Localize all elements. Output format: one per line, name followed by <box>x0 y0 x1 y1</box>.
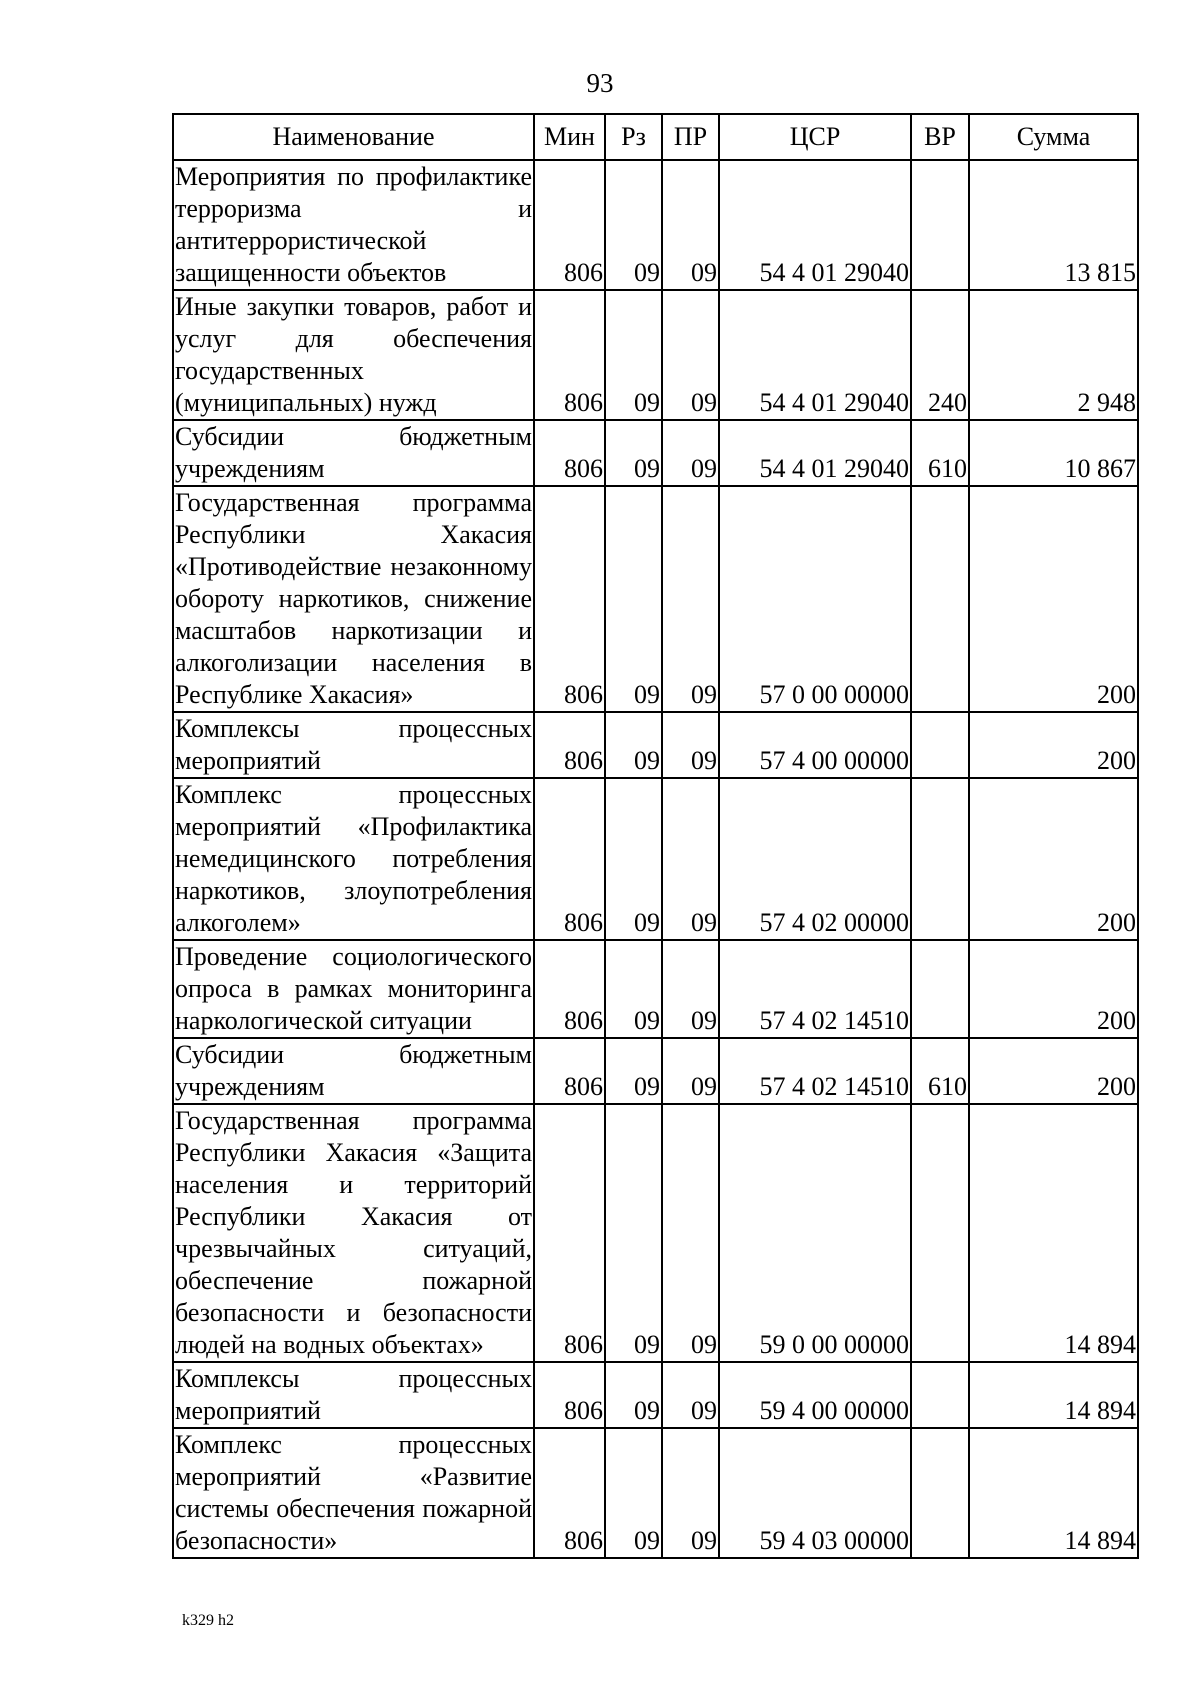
row-sum: 2 948 <box>969 290 1138 420</box>
header-rz: Рз <box>605 114 662 160</box>
table-row <box>173 778 1138 940</box>
row-name: Субсидии бюджетным учреждениям <box>173 420 534 486</box>
table-row <box>173 420 1138 486</box>
row-vr <box>911 712 969 778</box>
header-name: Наименование <box>173 114 534 160</box>
table-header-row <box>173 114 1138 160</box>
row-rz: 09 <box>605 712 662 778</box>
row-vr <box>911 1428 969 1558</box>
row-pr: 09 <box>662 420 719 486</box>
header-pr: ПР <box>662 114 719 160</box>
budget-table <box>172 113 1139 1559</box>
row-name: Субсидии бюджетным учреждениям <box>173 1038 534 1104</box>
row-min: 806 <box>534 1038 605 1104</box>
header-csr: ЦСР <box>719 114 911 160</box>
row-pr: 09 <box>662 486 719 712</box>
row-rz: 09 <box>605 1038 662 1104</box>
row-csr: 57 0 00 00000 <box>719 486 911 712</box>
row-csr: 57 4 02 14510 <box>719 940 911 1038</box>
row-name: Государственная программа Республики Хакасия «Защита населения и территорий Республики Хакасия от чрезвычайных ситуаций, обеспечение пожарной безопасности и безопасности людей на водных объектах» <box>173 1104 534 1362</box>
row-vr: 610 <box>911 420 969 486</box>
header-min: Мин <box>534 114 605 160</box>
row-name: Государственная программа Республики Хакасия «Противодействие незаконному обороту наркотиков, снижение масштабов наркотизации и алкоголизации населения в Республике Хакасия» <box>173 486 534 712</box>
row-csr: 57 4 00 00000 <box>719 712 911 778</box>
row-rz: 09 <box>605 1362 662 1428</box>
table-body <box>173 160 1138 1558</box>
header-vr: ВР <box>911 114 969 160</box>
row-sum: 200 <box>969 778 1138 940</box>
table-row <box>173 1362 1138 1428</box>
page-number: 93 <box>586 68 614 98</box>
row-rz: 09 <box>605 290 662 420</box>
row-name: Иные закупки товаров, работ и услуг для обеспечения государственных (муниципальных) нужд <box>173 290 534 420</box>
row-rz: 09 <box>605 940 662 1038</box>
row-name: Проведение социологического опроса в рамках мониторинга наркологической ситуации <box>173 940 534 1038</box>
row-min: 806 <box>534 160 605 290</box>
row-csr: 59 4 00 00000 <box>719 1362 911 1428</box>
row-sum: 200 <box>969 712 1138 778</box>
row-vr: 610 <box>911 1038 969 1104</box>
row-pr: 09 <box>662 1362 719 1428</box>
row-pr: 09 <box>662 712 719 778</box>
row-sum: 10 867 <box>969 420 1138 486</box>
row-vr: 240 <box>911 290 969 420</box>
row-sum: 200 <box>969 486 1138 712</box>
table-row <box>173 1104 1138 1362</box>
row-pr: 09 <box>662 1428 719 1558</box>
row-csr: 57 4 02 00000 <box>719 778 911 940</box>
row-min: 806 <box>534 778 605 940</box>
row-pr: 09 <box>662 290 719 420</box>
row-name: Комплекс процессных мероприятий «Развитие системы обеспечения пожарной безопасности» <box>173 1428 534 1558</box>
row-sum: 14 894 <box>969 1104 1138 1362</box>
row-rz: 09 <box>605 160 662 290</box>
row-min: 806 <box>534 940 605 1038</box>
row-name: Комплекс процессных мероприятий «Профилактика немедицинского потребления наркотиков, злоупотребления алкоголем» <box>173 778 534 940</box>
row-pr: 09 <box>662 778 719 940</box>
row-vr <box>911 940 969 1038</box>
row-rz: 09 <box>605 778 662 940</box>
row-min: 806 <box>534 290 605 420</box>
row-min: 806 <box>534 1428 605 1558</box>
table-row <box>173 160 1138 290</box>
row-min: 806 <box>534 486 605 712</box>
row-vr <box>911 778 969 940</box>
row-pr: 09 <box>662 1104 719 1362</box>
row-rz: 09 <box>605 420 662 486</box>
row-rz: 09 <box>605 1104 662 1362</box>
row-min: 806 <box>534 420 605 486</box>
row-csr: 54 4 01 29040 <box>719 420 911 486</box>
row-rz: 09 <box>605 486 662 712</box>
header-sum: Сумма <box>969 114 1138 160</box>
row-rz: 09 <box>605 1428 662 1558</box>
row-name: Мероприятия по профилактике терроризма и антитеррористической защищенности объектов <box>173 160 534 290</box>
table-row <box>173 486 1138 712</box>
table-row <box>173 712 1138 778</box>
row-vr <box>911 486 969 712</box>
row-pr: 09 <box>662 160 719 290</box>
row-csr: 59 0 00 00000 <box>719 1104 911 1362</box>
row-csr: 57 4 02 14510 <box>719 1038 911 1104</box>
row-vr <box>911 1362 969 1428</box>
row-min: 806 <box>534 1104 605 1362</box>
row-vr <box>911 160 969 290</box>
row-vr <box>911 1104 969 1362</box>
row-csr: 59 4 03 00000 <box>719 1428 911 1558</box>
table-row <box>173 1038 1138 1104</box>
row-sum: 14 894 <box>969 1362 1138 1428</box>
row-min: 806 <box>534 1362 605 1428</box>
row-sum: 14 894 <box>969 1428 1138 1558</box>
row-sum: 200 <box>969 940 1138 1038</box>
row-name: Комплексы процессных мероприятий <box>173 712 534 778</box>
row-pr: 09 <box>662 1038 719 1104</box>
table-row <box>173 290 1138 420</box>
table-row <box>173 1428 1138 1558</box>
row-csr: 54 4 01 29040 <box>719 290 911 420</box>
row-csr: 54 4 01 29040 <box>719 160 911 290</box>
row-sum: 13 815 <box>969 160 1138 290</box>
row-sum: 200 <box>969 1038 1138 1104</box>
table-row <box>173 940 1138 1038</box>
row-min: 806 <box>534 712 605 778</box>
footer-code: k329 h2 <box>182 1612 234 1629</box>
row-pr: 09 <box>662 940 719 1038</box>
row-name: Комплексы процессных мероприятий <box>173 1362 534 1428</box>
